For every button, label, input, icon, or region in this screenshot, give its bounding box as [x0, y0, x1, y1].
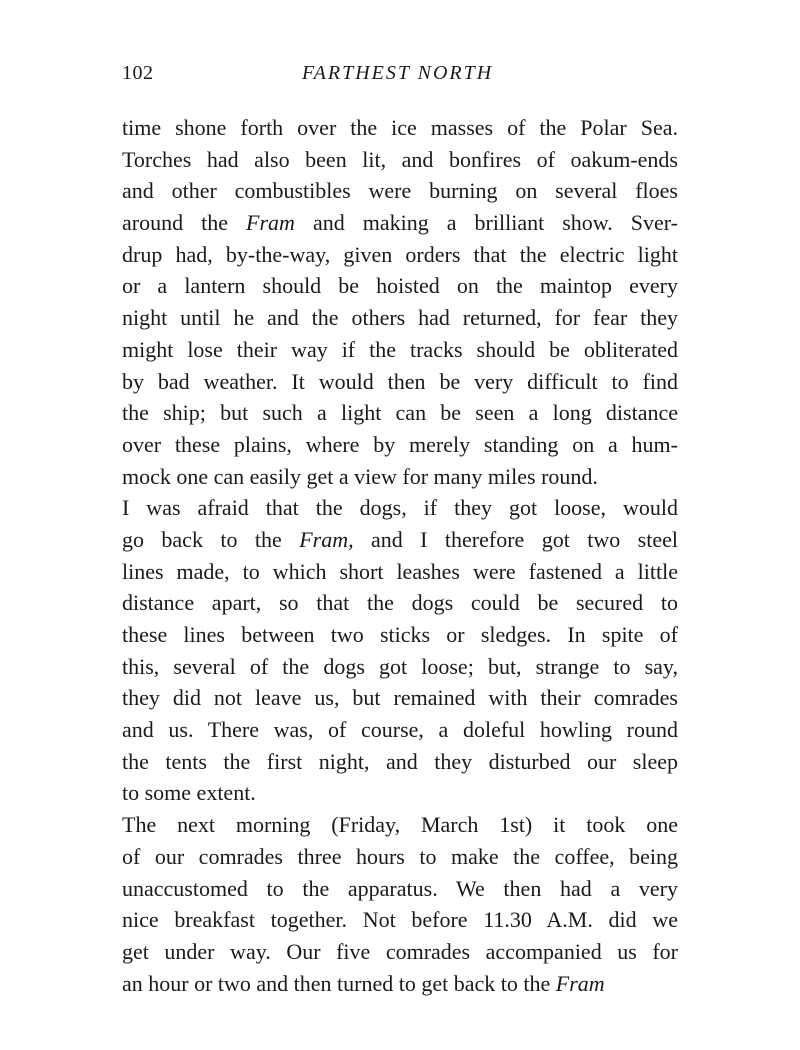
text-segment: distance apart, so that the dogs could be secured to [122, 590, 678, 616]
text-segment: Torches had also been lit, and bonfires of oakum-ends [122, 146, 678, 172]
italic-text: Fram [246, 210, 295, 236]
text-segment: might lose their way if the tracks should be obliterated [122, 336, 678, 362]
body-text [122, 112, 678, 999]
text-line [122, 334, 678, 366]
text-segment: this, several of the dogs got loose; but, strange to say, [122, 653, 678, 679]
text-segment: go back to the [122, 526, 300, 552]
text-line [122, 492, 678, 524]
text-segment: or a lantern should be hoisted on the maintop every [122, 273, 678, 299]
text-segment: nice breakfast together. Not before 11.30 A.M. did we [122, 907, 678, 933]
text-line [122, 904, 678, 936]
text-line [122, 651, 678, 683]
text-segment: get under way. Our five comrades accompanied us for [122, 938, 678, 964]
paragraph [122, 492, 678, 809]
text-line [122, 461, 678, 493]
text-line [122, 746, 678, 778]
text-line [122, 207, 678, 239]
page-number: 102 [122, 62, 154, 84]
italic-text: Fram [555, 970, 605, 996]
text-segment: drup had, by-the-way, given orders that the electric light [122, 241, 678, 267]
text-segment: time shone forth over the ice masses of the Polar Sea. [122, 115, 678, 140]
text-line [122, 112, 678, 144]
text-segment: around the [122, 210, 247, 236]
text-segment: unaccustomed to the apparatus. We then had a very [122, 875, 678, 901]
text-segment: the ship; but such a light can be seen a long distance [122, 400, 678, 426]
text-segment: these lines between two sticks or sledges. In spite of [122, 622, 678, 647]
text-line [122, 366, 678, 398]
paragraph [122, 809, 678, 999]
text-line [122, 936, 678, 968]
text-line [122, 239, 678, 271]
text-line [122, 587, 678, 619]
text-line [122, 841, 678, 873]
text-segment: lines made, to which short leashes were fastened a little [122, 558, 678, 584]
text-segment: and I therefore got two steel [353, 526, 678, 552]
running-title: FARTHEST NORTH [302, 62, 494, 84]
text-line [122, 429, 678, 461]
text-segment: of our comrades three hours to make the coffee, being [122, 843, 678, 869]
text-segment: and other combustibles were burning on several floes [122, 178, 678, 204]
text-segment: an hour or two and then turned to get back to the [122, 970, 556, 996]
text-line [122, 524, 678, 556]
text-line [122, 682, 678, 714]
text-segment: night until he and the others had returned, for fear they [122, 305, 678, 331]
italic-text: Fram, [299, 526, 354, 552]
text-line [122, 270, 678, 302]
text-segment: and making a brilliant show. Sver- [294, 210, 679, 236]
text-segment: to some extent. [122, 780, 256, 806]
text-line [122, 809, 678, 841]
text-line [122, 302, 678, 334]
text-line [122, 175, 678, 207]
text-segment: by bad weather. It would then be very difficult to find [122, 368, 678, 394]
text-segment: The next morning (Friday, March 1st) it took one [122, 812, 678, 838]
text-segment: they did not leave us, but remained with their comrades [122, 685, 678, 711]
text-segment: and us. There was, of course, a doleful howling round [122, 717, 678, 743]
text-line [122, 144, 678, 176]
text-line [122, 714, 678, 746]
text-segment: the tents the first night, and they disturbed our sleep [122, 748, 678, 774]
text-line [122, 556, 678, 588]
text-line [122, 968, 678, 1000]
text-line [122, 619, 678, 651]
text-segment: mock one can easily get a view for many miles round. [122, 463, 598, 489]
text-line [122, 397, 678, 429]
page-header [122, 62, 678, 92]
text-line [122, 777, 678, 809]
text-line [122, 873, 678, 905]
paragraph [122, 112, 678, 492]
text-segment: over these plains, where by merely standing on a hum- [122, 431, 678, 457]
text-segment: I was afraid that the dogs, if they got loose, would [122, 495, 678, 521]
